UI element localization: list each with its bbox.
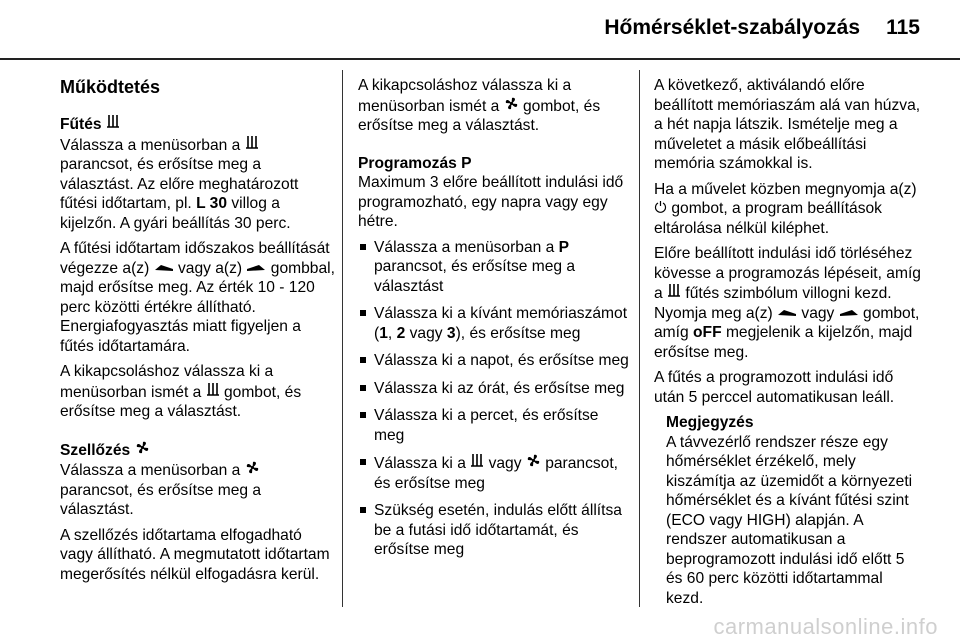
power-icon [654,199,667,219]
list-item: Válassza ki az órát, és erősítse meg [358,379,630,399]
ventilation-paragraph-1: Válassza a menüsorban a parancsot, és erősítse meg a választást. [60,462,262,518]
watermark: carmanualsonline.info [713,614,938,639]
col2-paragraph-1: A kikapcsoláshoz válassza ki a menüsorban ismét a gombot, és erősítse meg a választást. [358,77,601,134]
ventilation-icon [135,440,150,461]
ventilation-paragraph-2: A szellőzés időtartama elfogadható vagy állítható. A megmutatott időtartam megerősítés nélkül elfogadásra kerül. [60,526,330,583]
left-arrow-button-icon [777,304,797,324]
column-1 [60,76,335,590]
list-item: Válassza ki a percet, és erősítse meg [358,406,630,445]
duration-value: L 30 [196,195,228,212]
right-arrow-button-icon [246,259,266,279]
heating-icon [470,453,484,474]
heating-icon [206,382,220,403]
programming-steps [358,238,630,560]
heating-icon [667,283,681,304]
list-item: Válassza a menüsorban a P parancsot, és erősítse meg a választást [358,238,630,297]
column-divider-2 [639,70,640,607]
ventilation-icon [526,453,541,474]
note-body: A távvezérlő rendszer része egy hőmérséklet érzékelő, mely kiszámítja az üzemidőt a környezeti hőmérséklet és a kívánt fűtési szint (ECO vagy HIGH) alapján. A rendszer automatikusan a beprogramozott indulási idő előtt 5 és 60 perc közötti időtartammal kezd. [666,433,913,607]
page-header [0,0,960,64]
column-3 [654,76,924,608]
list-item: Válassza ki a napot, és erősítse meg [358,351,630,371]
page-number: 115 [886,16,920,39]
page-title: Hőmérséklet-szabályozás [604,16,860,39]
note-title: Megjegyzés [666,414,754,431]
heating-icon [245,135,259,156]
programming-paragraph: Maximum 3 előre beállított indulási idő programozható, egy napra vagy egy hétre. [358,174,624,230]
header-rule [0,58,960,60]
heating-paragraph-3: A kikapcsoláshoz válassza ki a menüsorban ismét a gombot, és erősítse meg a választást. [60,363,302,420]
left-arrow-button-icon [154,259,174,279]
list-item: Szükség esetén, indulás előtt állítsa be a futási idő időtartamát, és erősítse meg [358,501,630,560]
note-box [666,413,924,608]
right-arrow-button-icon [839,304,859,324]
heating-icon [106,114,120,135]
list-item: Válassza ki a vagy parancsot, és erősítse meg [358,453,630,493]
col3-paragraph-1: A következő, aktiválandó előre beállított memóriaszám alá van húzva, a hét napja látszik. Ismételje meg a műveletet a másik előbeállítási memória számokkal is. [654,77,921,172]
heating-paragraph-1: Válassza a menüsorban a parancsot, és erősítse meg a választást. Az előre meghatározott fűtési időtartam, pl. L 30 villog a kijelzőn. A gyári beállítás 30 perc. [60,136,299,232]
column-2 [358,76,630,568]
programming-heading: Programozás P [358,154,472,172]
section-title: Működtetés [60,77,161,97]
col3-paragraph-2: Ha a művelet közben megnyomja a(z) gombot, a program beállítások eltárolása nélkül kiléphet. [654,180,917,237]
column-divider-1 [342,70,343,607]
ventilation-icon [245,460,260,481]
ventilation-icon [504,96,519,117]
heating-heading: Fűtés [60,114,335,135]
list-item: Válassza ki a kívánt memóriaszámot (1, 2 vagy 3), és erősítse meg [358,304,630,343]
heating-paragraph-2: A fűtési időtartam időszakos beállítását végezze a(z) vagy a(z) gombbal, majd erősítse meg. Az érték 10 - 120 perc közötti értékre állítható. Energiafogyasztás miatt figyeljen a fűtés időtartamára. [60,240,335,355]
col3-paragraph-3: Előre beállított indulási idő törléséhez kövesse a programozás lépéseit, amíg a fűtés szimbólum villogni kezd. Nyomja meg a(z) vagy gombot, amíg oFF megjelenik a kijelzőn, majd erősítse meg. [654,245,921,361]
ventilation-heading: Szellőzés [60,440,335,461]
col3-paragraph-4: A fűtés a programozott indulási idő után 5 perccel automatikusan leáll. [654,369,895,406]
